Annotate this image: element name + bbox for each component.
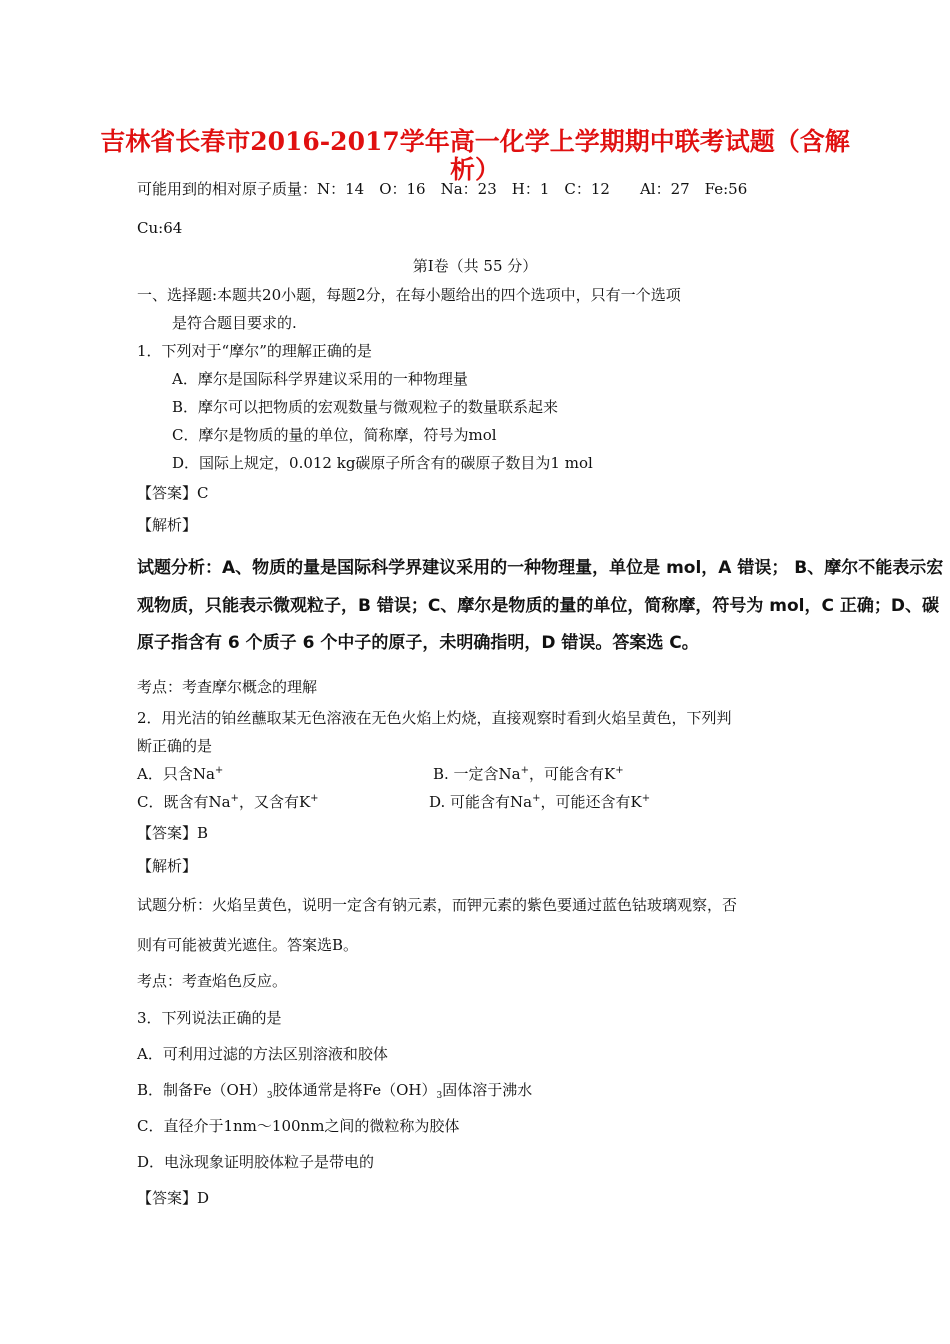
q2-stem-line2: 断正确的是	[137, 737, 213, 755]
q2-analysis-line1: 试题分析：火焰呈黄色，说明一定含有钠元素，而钾元素的紫色要通过蓝色钴玻璃观察，否	[137, 896, 738, 914]
q2-stem-line1: 2．用光洁的铂丝蘸取某无色溶液在无色火焰上灼烧，直接观察时看到火焰呈黄色，下列判	[137, 709, 732, 727]
instructions-line2: 是符合题目要求的.	[172, 314, 297, 332]
q3-option-c: C．直径介于1nm～100nm之间的微粒称为胶体	[137, 1117, 460, 1135]
q3-answer-value: D	[197, 1189, 210, 1207]
answer-label: 【答案】	[137, 484, 198, 502]
q3-option-a: A．可利用过滤的方法区别溶液和胶体	[137, 1045, 388, 1063]
atomic-mass-line1: 可能用到的相对原子质量：N：14 O：16 Na：23 H：1 C：12 Al：27 Fe:56	[137, 180, 748, 198]
q1-option-b: B．摩尔可以把物质的宏观数量与微观粒子的数量联系起来	[172, 398, 559, 416]
q1-analysis-label: 【解析】	[137, 516, 198, 534]
q3-option-b: B．制备$Fe(OH)_3$胶体通常是将$Fe(OH)_3$固体溶于沸水	[137, 1081, 533, 1101]
q1-answer-value: C	[197, 484, 209, 502]
q3-answer	[137, 1187, 209, 1208]
document-title-line2: 析）	[449, 155, 500, 184]
q1-answer	[137, 482, 209, 503]
q2-answer-value: B	[197, 824, 209, 842]
q2-option-c: C．既含有Na+，又含有K+	[137, 793, 319, 811]
q1-analysis-line2: 观物质，只能表示微观粒子，B 错误；C、摩尔是物质的量的单位，简称摩，符号为 mol，C 正确；D、碳	[137, 596, 939, 616]
answer-label: 【答案】	[137, 1189, 198, 1207]
q1-analysis-line3: 原子指含有 6 个质子 6 个中子的原子，未明确指明，D 错误。答案选 C。	[137, 633, 699, 653]
q1-option-c: C．摩尔是物质的量的单位，简称摩，符号为mol	[172, 426, 497, 444]
q1-analysis-line1: 试题分析：A、物质的量是国际科学界建议采用的一种物理量，单位是 mol，A 错误； B、摩尔不能表示宏	[137, 558, 944, 578]
q1-option-a: A．摩尔是国际科学界建议采用的一种物理量	[172, 370, 468, 388]
q1-option-d: D．国际上规定，0.012 kg碳原子所含有的碳原子数目为1 mol	[172, 454, 593, 472]
document-title-line1: 吉林省长春市2016-2017学年高一化学上学期期中联考试题（含解	[100, 127, 850, 156]
atomic-mass-line2: Cu:64	[137, 219, 183, 237]
instructions-line1: 一、选择题:本题共20小题，每题2分，在每小题给出的四个选项中，只有一个选项	[137, 286, 681, 304]
answer-label: 【答案】	[137, 824, 198, 842]
section-title: 第Ⅰ卷（共 55 分）	[412, 257, 538, 275]
q3-stem: 3．下列说法正确的是	[137, 1009, 282, 1027]
q1-point: 考点：考查摩尔概念的理解	[137, 678, 318, 696]
q2-point: 考点：考查焰色反应。	[137, 972, 288, 990]
q2-answer	[137, 822, 208, 843]
q2-option-b: B. 一定含Na+，可能含有K+	[433, 765, 624, 783]
q1-stem: 1．下列对于“摩尔”的理解正确的是	[137, 342, 372, 360]
q2-option-d: D. 可能含有Na+，可能还含有K+	[429, 793, 651, 811]
q2-option-a: A．只含Na+	[137, 765, 224, 783]
q2-analysis-line2: 则有可能被黄光遮住。答案选B。	[137, 936, 359, 954]
q3-option-d: D．电泳现象证明胶体粒子是带电的	[137, 1153, 375, 1171]
q2-analysis-label: 【解析】	[137, 857, 198, 875]
